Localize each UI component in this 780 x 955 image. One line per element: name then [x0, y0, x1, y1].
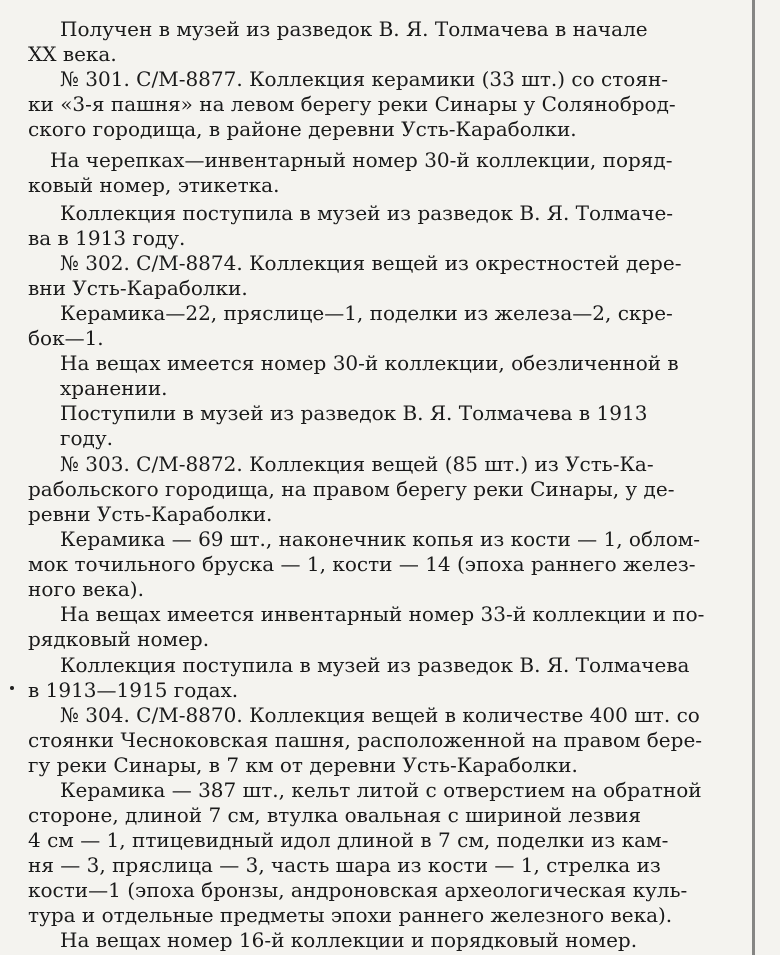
text-line-content: стороне, длиной 7 см, втулка овальная с шириной лезвия [28, 803, 641, 827]
text-line-content: На черепках—инвентарный номер 30-й коллекции, поряд- [50, 148, 673, 172]
text-line-content: рядковый номер. [28, 627, 210, 651]
text-line-content: ского городища, в районе деревни Усть-Караболки. [28, 117, 577, 141]
text-line-content: № 302. С/М-8874. Коллекция вещей из окрестностей дере- [60, 251, 682, 275]
text-line-content: в 1913—1915 годах. [28, 678, 239, 702]
text-line-content: Керамика — 69 шт., наконечник копья из кости — 1, облом- [60, 527, 701, 551]
text-line-content: хранении. [60, 376, 168, 400]
text-line-content: ки «3-я пашня» на левом берегу реки Синары у Соляноброд- [28, 92, 676, 116]
text-line-content: На вещах имеется номер 30-й коллекции, обезличенной в [60, 351, 679, 375]
page-edge-shadow [752, 0, 755, 955]
text-line-content: тура и отдельные предметы эпохи раннего железного века). [28, 903, 673, 927]
text-line-content: № 301. С/М-8877. Коллекция керамики (33 шт.) со стоян- [60, 67, 669, 91]
text-line-content: ного века). [28, 577, 144, 601]
text-line-content: 4 см — 1, птицевидный идол длиной в 7 см, поделки из кам- [28, 828, 669, 852]
ink-speck [10, 686, 14, 690]
text-line-content: XX века. [28, 42, 117, 66]
text-line-content: Керамика — 387 шт., кельт литой с отверстием на обратной [60, 778, 702, 802]
text-line-content: ва в 1913 году. [28, 226, 186, 250]
text-line-content: гу реки Синары, в 7 км от деревни Усть-Караболки. [28, 753, 578, 777]
text-line-content: Керамика—22, пряслице—1, поделки из железа—2, скре- [60, 301, 673, 325]
text-line-content: бок—1. [28, 326, 104, 350]
text-line-content: рабольского городища, на правом берегу реки Синары, у де- [28, 477, 675, 501]
text-line-content: № 304. С/М-8870. Коллекция вещей в количестве 400 шт. со [60, 703, 700, 727]
text-line-content: кости—1 (эпоха бронзы, андроновская археологическая куль- [28, 878, 688, 902]
text-line-content: На вещах имеется инвентарный номер 33-й коллекции и по- [60, 602, 705, 626]
text-line-content: Поступили в музей из разведок В. Я. Толмачева в 1913 [60, 401, 648, 425]
text-line-content: ревни Усть-Караболки. [28, 502, 273, 526]
text-line-content: Коллекция поступила в музей из разведок В. Я. Толмачева [60, 653, 690, 677]
text-line-content: № 303. С/М-8872. Коллекция вещей (85 шт.) из Усть-Ка- [60, 452, 654, 476]
text-line-content: Коллекция поступила в музей из разведок В. Я. Толмаче- [60, 201, 674, 225]
text-line-content: стоянки Чесноковская пашня, расположенной на правом бере- [28, 728, 703, 752]
text-line-content: ня — 3, пряслица — 3, часть шара из кости — 1, стрелка из [28, 853, 661, 877]
text-line-content: году. [60, 426, 113, 450]
text-line-content: Получен в музей из разведок В. Я. Толмачева в начале [60, 17, 648, 41]
text-line-content: мок точильного бруска — 1, кости — 14 (эпоха раннего желез- [28, 552, 696, 576]
text-line-content: вни Усть-Караболки. [28, 276, 248, 300]
text-line-content: На вещах номер 16-й коллекции и порядковый номер. [60, 928, 638, 952]
text-line-content: ковый номер, этикетка. [28, 173, 280, 197]
